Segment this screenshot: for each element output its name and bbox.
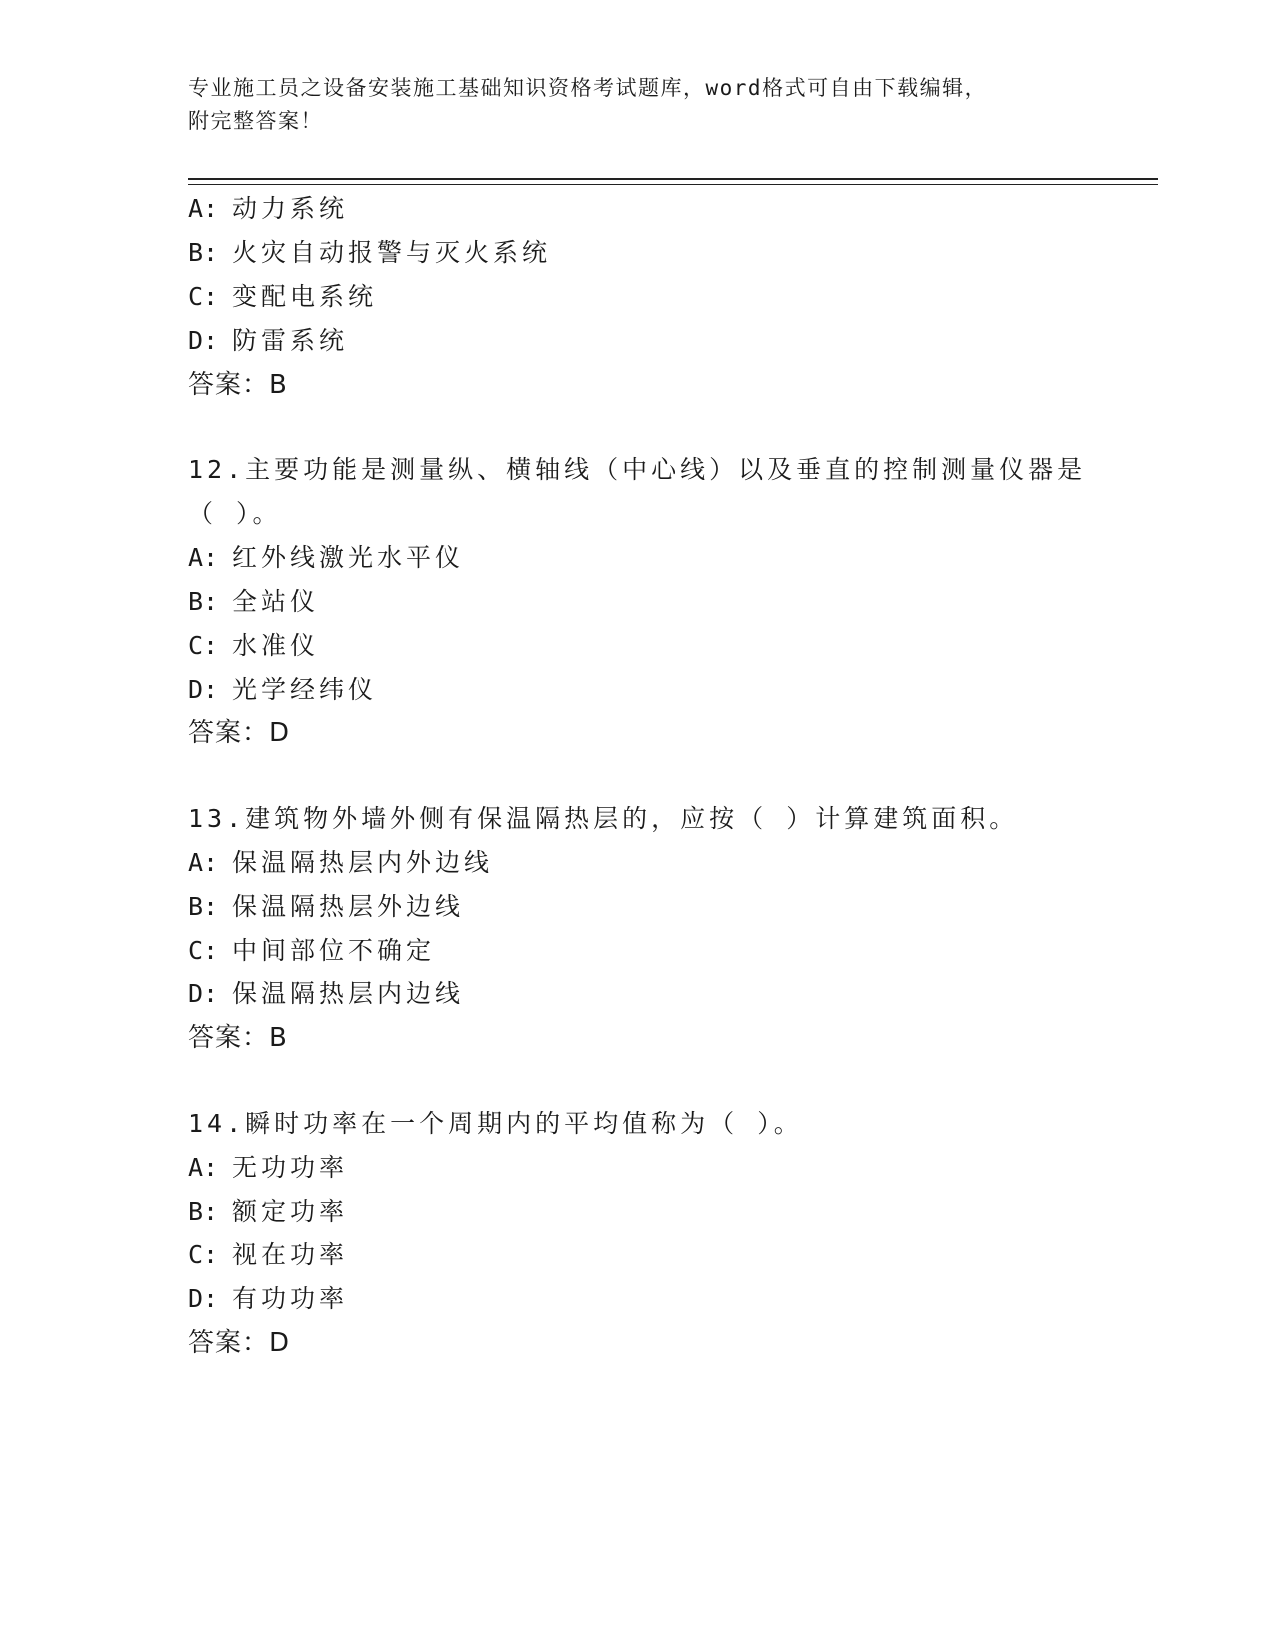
option-d: D: 有功功率 — [188, 1284, 349, 1313]
option-b: B: 火灾自动报警与灭火系统 — [188, 238, 552, 267]
option-a: A: 保温隔热层内外边线 — [188, 848, 494, 877]
option-a: A: 动力系统 — [188, 194, 349, 223]
option-b: B: 额定功率 — [188, 1197, 349, 1226]
question-12-line-2: （ ）。 — [188, 499, 282, 528]
question-12-line-1: 12.主要功能是测量纵、横轴线（中心线）以及垂直的控制测量仪器是 — [188, 455, 1087, 484]
option-a: A: 红外线激光水平仪 — [188, 543, 465, 572]
option-d: D: 保温隔热层内边线 — [188, 979, 465, 1008]
option-c: C: 变配电系统 — [188, 282, 378, 311]
option-d: D: 防雷系统 — [188, 326, 349, 355]
option-c: C: 视在功率 — [188, 1240, 349, 1269]
option-c: C: 中间部位不确定 — [188, 936, 436, 965]
option-a: A: 无功功率 — [188, 1153, 349, 1182]
header-line-2: 附完整答案！ — [188, 109, 323, 133]
answer: 答案：D — [188, 718, 291, 748]
header-divider — [188, 178, 1158, 185]
document-header — [188, 72, 1068, 138]
option-b: B: 保温隔热层外边线 — [188, 892, 465, 921]
option-c: C: 水准仪 — [188, 631, 320, 660]
answer: 答案：B — [188, 370, 288, 400]
header-line-1: 专业施工员之设备安装施工基础知识资格考试题库，word格式可自由下载编辑， — [188, 76, 988, 100]
option-d: D: 光学经纬仪 — [188, 675, 378, 704]
option-b: B: 全站仪 — [188, 587, 320, 616]
question-13: 13.建筑物外墙外侧有保温隔热层的，应按（ ）计算建筑面积。 — [188, 804, 1019, 833]
answer: 答案：D — [188, 1328, 291, 1358]
question-14: 14.瞬时功率在一个周期内的平均值称为（ ）。 — [188, 1109, 803, 1138]
answer: 答案：B — [188, 1023, 288, 1053]
